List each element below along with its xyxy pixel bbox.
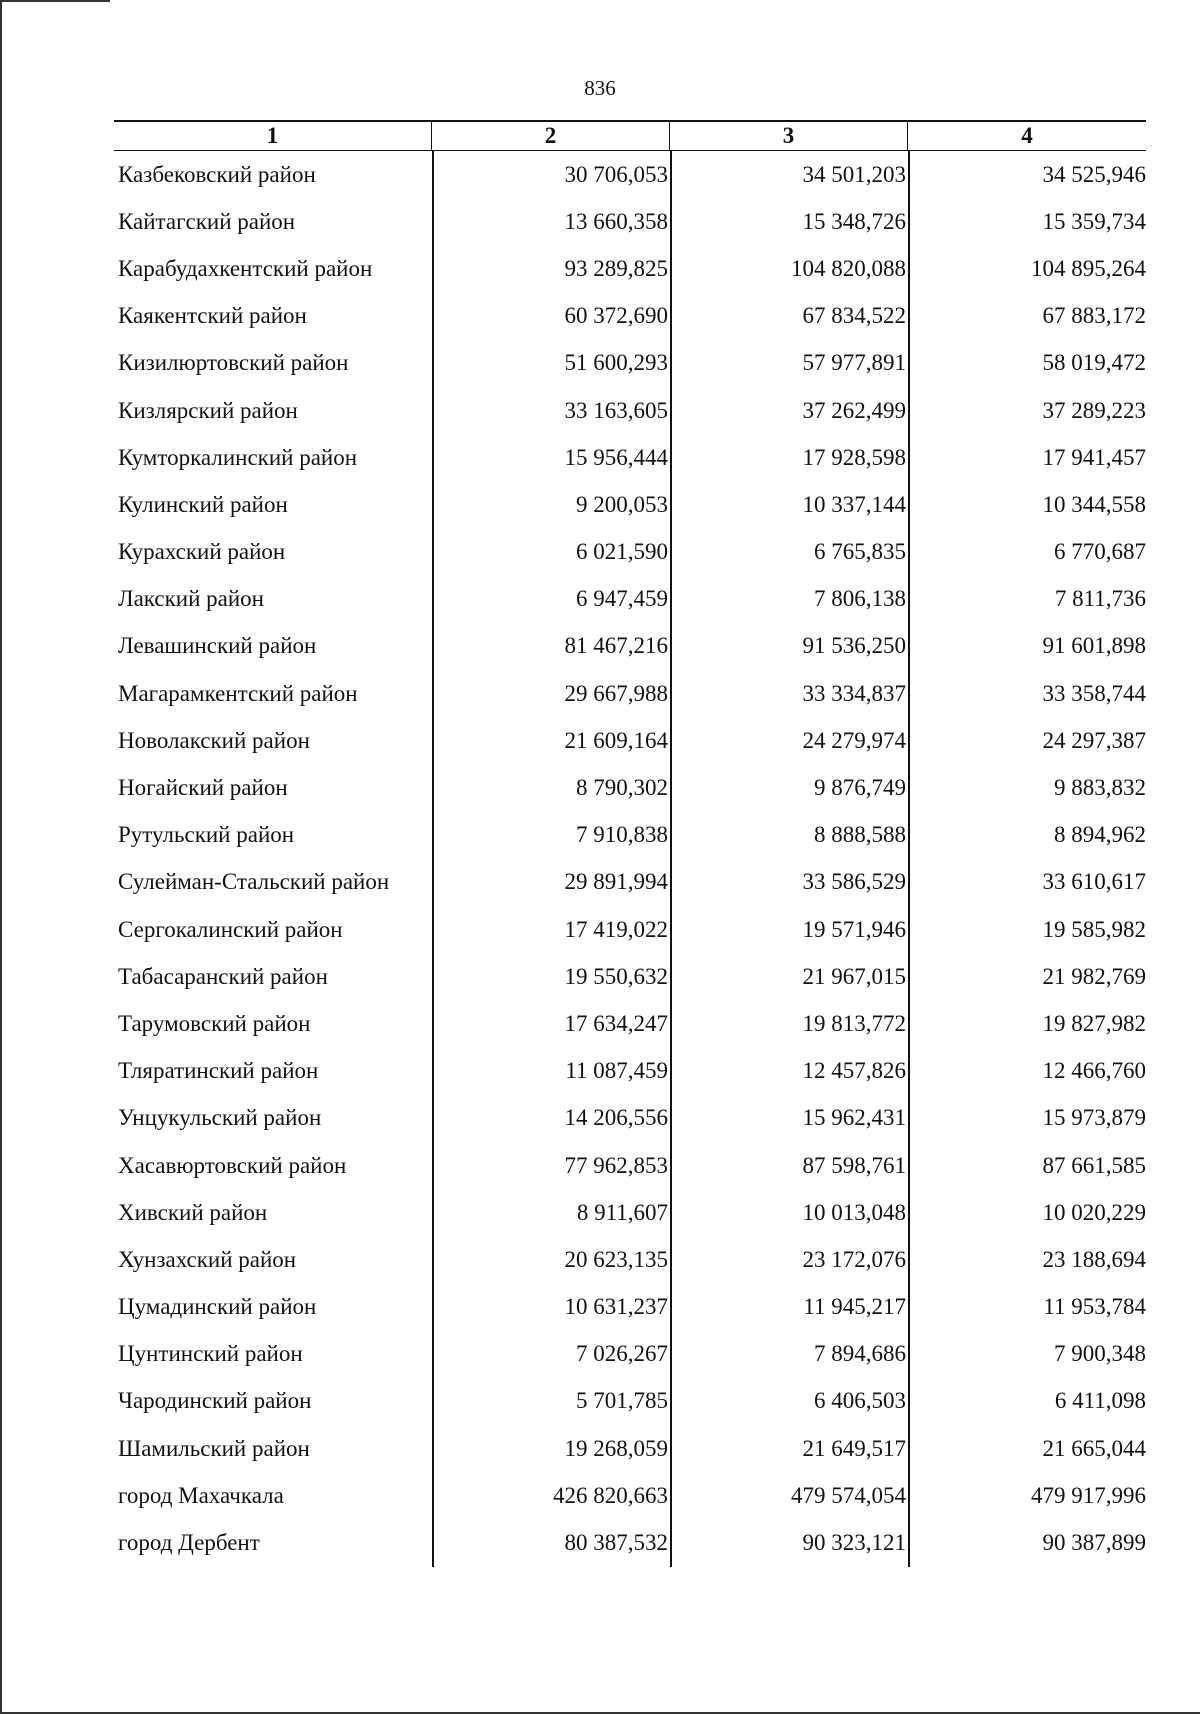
district-name: Кизилюртовский район [118,350,349,376]
table-row [114,812,1146,859]
scan-border-left [0,0,2,1714]
value-col-3: 479 574,054 [791,1482,906,1508]
table-row [114,1425,1146,1472]
value-col-4: 104 895,264 [1031,255,1146,281]
value-col-3: 21 967,015 [802,963,906,989]
district-name: Лакский район [118,586,264,612]
value-col-3: 90 323,121 [802,1530,906,1556]
table-row [114,1142,1146,1189]
value-col-3: 34 501,203 [802,161,906,187]
district-name: Рутульский район [118,822,295,848]
value-col-2: 7 026,267 [576,1341,668,1367]
value-col-4: 87 661,585 [1042,1152,1146,1178]
value-col-3: 10 337,144 [802,491,906,517]
value-col-3: 37 262,499 [802,397,906,423]
district-name: Шамильский район [118,1435,310,1461]
value-col-3: 19 813,772 [802,1010,906,1036]
table-row [114,1472,1146,1519]
header-col-3: 3 [670,122,908,150]
value-col-2: 13 660,358 [564,208,668,234]
value-col-3: 87 598,761 [802,1152,906,1178]
value-col-3: 33 334,837 [802,680,906,706]
value-col-4: 33 358,744 [1042,680,1146,706]
table-row [114,481,1146,528]
value-col-4: 12 466,760 [1042,1058,1146,1084]
district-name: Чародинский район [118,1388,312,1414]
value-col-4: 58 019,472 [1042,350,1146,376]
value-col-4: 34 525,946 [1042,161,1146,187]
district-name: Каякентский район [118,303,307,329]
district-name: город Дербент [118,1530,260,1556]
value-col-4: 479 917,996 [1031,1482,1146,1508]
table-row [114,245,1146,292]
district-name: Курахский район [118,539,286,565]
value-col-3: 91 536,250 [802,633,906,659]
value-col-4: 17 941,457 [1042,444,1146,470]
value-col-4: 21 982,769 [1042,963,1146,989]
value-col-3: 23 172,076 [802,1246,906,1272]
value-col-3: 12 457,826 [802,1058,906,1084]
value-col-2: 51 600,293 [564,350,668,376]
value-col-3: 19 571,946 [802,916,906,942]
value-col-4: 90 387,899 [1042,1530,1146,1556]
table-row [114,623,1146,670]
value-col-4: 21 665,044 [1042,1435,1146,1461]
value-col-4: 15 973,879 [1042,1105,1146,1131]
column-divider [670,151,672,1567]
district-name: Унцукульский район [118,1105,322,1131]
value-col-3: 7 806,138 [814,586,906,612]
value-col-3: 104 820,088 [791,255,906,281]
header-col-4: 4 [1021,123,1033,148]
table-row [114,1236,1146,1283]
value-col-2: 21 609,164 [564,727,668,753]
district-name: Кизлярский район [118,397,298,423]
table-row [114,1519,1146,1566]
district-name: Хасавюртовский район [118,1152,347,1178]
table-row [114,1189,1146,1236]
value-col-4: 24 297,387 [1042,727,1146,753]
district-name: Казбековский район [118,161,316,187]
value-col-2: 8 790,302 [576,775,668,801]
table-row [114,340,1146,387]
value-col-4: 7 900,348 [1054,1341,1146,1367]
value-col-2: 17 634,247 [564,1010,668,1036]
value-col-2: 9 200,053 [576,491,668,517]
table-row [114,293,1146,340]
column-divider [432,151,434,1567]
value-col-2: 5 701,785 [576,1388,668,1414]
table-row [114,717,1146,764]
district-name: Цунтинский район [118,1341,303,1367]
value-col-3: 6 406,503 [814,1388,906,1414]
value-col-4: 11 953,784 [1043,1294,1146,1320]
value-col-2: 10 631,237 [564,1294,668,1320]
value-col-4: 23 188,694 [1042,1246,1146,1272]
table-row [114,434,1146,481]
table-row [114,1095,1146,1142]
budget-table [114,120,1146,1567]
value-col-3: 57 977,891 [802,350,906,376]
district-name: Сулейман-Стальский район [118,869,390,895]
table-row [114,151,1146,198]
district-name: Ногайский район [118,775,288,801]
value-col-3: 15 962,431 [802,1105,906,1131]
value-col-2: 15 956,444 [564,444,668,470]
table-row [114,198,1146,245]
value-col-4: 9 883,832 [1054,775,1146,801]
header-col-1: 1 [114,122,432,150]
district-name: Хунзахский район [118,1246,297,1272]
header-col-2: 2 [432,122,670,150]
table-row [114,576,1146,623]
table-row [114,953,1146,1000]
value-col-2: 17 419,022 [564,916,668,942]
district-name: Хивский район [118,1199,268,1225]
value-col-4: 19 827,982 [1042,1010,1146,1036]
table-row [114,859,1146,906]
value-col-4: 37 289,223 [1042,397,1146,423]
value-col-2: 7 910,838 [576,822,668,848]
value-col-2: 77 962,853 [564,1152,668,1178]
table-row [114,906,1146,953]
value-col-3: 11 945,217 [803,1294,906,1320]
table-row [114,1284,1146,1331]
value-col-2: 60 372,690 [564,303,668,329]
value-col-2: 19 550,632 [564,963,668,989]
value-col-4: 91 601,898 [1042,633,1146,659]
value-col-3: 6 765,835 [814,539,906,565]
value-col-4: 67 883,172 [1042,303,1146,329]
district-name: Сергокалинский район [118,916,343,942]
district-name: Магарамкентский район [118,680,358,706]
value-col-2: 29 891,994 [564,869,668,895]
district-name: Кумторкалинский район [118,444,358,470]
value-col-3: 33 586,529 [802,869,906,895]
table-row [114,1048,1146,1095]
value-col-3: 9 876,749 [814,775,906,801]
value-col-4: 10 344,558 [1042,491,1146,517]
value-col-3: 7 894,686 [814,1341,906,1367]
value-col-2: 19 268,059 [564,1435,668,1461]
table-body [114,151,1146,1567]
table-row [114,387,1146,434]
district-name: Тляратинский район [118,1058,319,1084]
value-col-4: 10 020,229 [1042,1199,1146,1225]
value-col-2: 80 387,532 [564,1530,668,1556]
value-col-3: 21 649,517 [802,1435,906,1461]
district-name: Новолакский район [118,727,310,753]
table-header-row [114,122,1146,151]
value-col-2: 8 911,607 [576,1199,668,1225]
value-col-4: 6 411,098 [1054,1388,1146,1414]
district-name: Цумадинский район [118,1294,317,1320]
district-name: Тарумовский район [118,1010,311,1036]
value-col-2: 33 163,605 [564,397,668,423]
scan-border-top [0,0,110,2]
value-col-4: 33 610,617 [1042,869,1146,895]
value-col-4: 6 770,687 [1054,539,1146,565]
value-col-2: 426 820,663 [553,1482,668,1508]
value-col-2: 29 667,988 [564,680,668,706]
table-row [114,670,1146,717]
value-col-3: 15 348,726 [802,208,906,234]
value-col-4: 8 894,962 [1054,822,1146,848]
value-col-2: 6 021,590 [576,539,668,565]
value-col-3: 17 928,598 [802,444,906,470]
page-number: 836 [584,76,616,100]
value-col-2: 14 206,556 [564,1105,668,1131]
table-row [114,1000,1146,1047]
value-col-2: 6 947,459 [576,586,668,612]
value-col-3: 8 888,588 [814,822,906,848]
district-name: Карабудахкентский район [118,255,373,281]
district-name: Табасаранский район [118,963,328,989]
value-col-3: 67 834,522 [802,303,906,329]
district-name: Кулинский район [118,491,288,517]
table-row [114,764,1146,811]
column-divider [908,151,910,1567]
value-col-2: 81 467,216 [564,633,668,659]
table-row [114,1378,1146,1425]
value-col-2: 20 623,135 [564,1246,668,1272]
value-col-4: 7 811,736 [1054,586,1146,612]
value-col-4: 15 359,734 [1042,208,1146,234]
district-name: Левашинский район [118,633,317,659]
table-row [114,1331,1146,1378]
district-name: город Махачкала [118,1482,284,1508]
value-col-2: 11 087,459 [565,1058,668,1084]
value-col-3: 10 013,048 [802,1199,906,1225]
value-col-4: 19 585,982 [1042,916,1146,942]
value-col-2: 30 706,053 [564,161,668,187]
district-name: Кайтагский район [118,208,296,234]
table-row [114,529,1146,576]
value-col-2: 93 289,825 [564,255,668,281]
value-col-3: 24 279,974 [802,727,906,753]
